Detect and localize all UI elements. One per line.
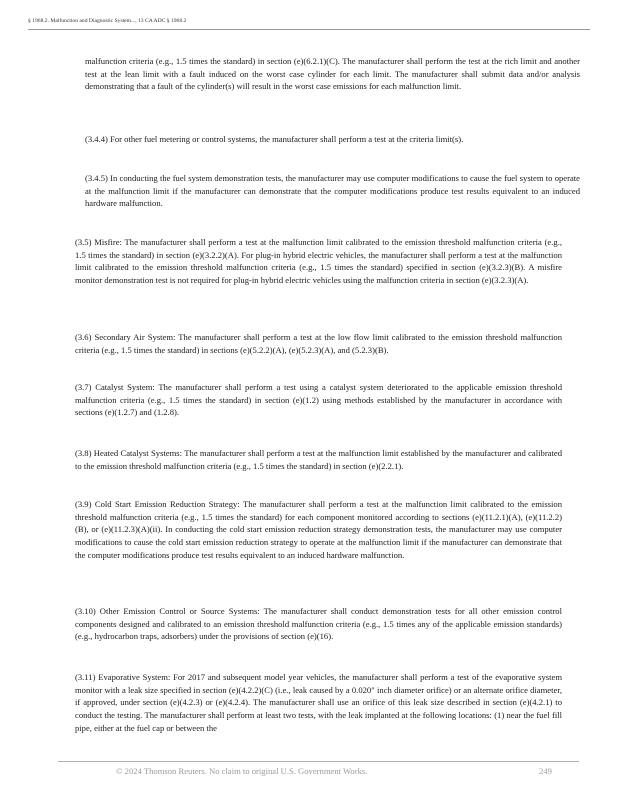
paragraph-3-7-catalyst: (3.7) Catalyst System: The manufacturer shall perform a test using a catalyst system deteriorated to the applicable emission threshold malfunction criteria (e.g., 1.5 times the standard) in section (e)(1.2) using methods established by the manufacturer in accordance with sections (e)(1.2.7) and (1.2.8). — [75, 382, 562, 418]
paragraph-3-8-heated-catalyst: (3.8) Heated Catalyst Systems: The manufacturer shall perform a test at the malfunction limit established by the manufacturer and calibrated to the emission threshold malfunction criteria (e.g., 1.5 times the standard) in section (e)(2.2.1). — [75, 448, 562, 471]
paragraph-fuel-system-limits: malfunction criteria (e.g., 1.5 times the standard) in section (e)(6.2.1)(C). The manufacturer shall perform the test at the rich limit and another test at the lean limit with a fault induced on the worst case cylinder for each limit. The manufacturer shall submit data and/or analysis demonstrating that a fault of the cylinder(s) will result in the worst case emissions for each malfunction limit. — [85, 56, 580, 92]
paragraph-3-9-cold-start: (3.9) Cold Start Emission Reduction Strategy: The manufacturer shall perform a test at the malfunction limit calibrated to the emission threshold malfunction criteria (e.g., 1.5 times the standard) for each component monitored according to sections (e)(11.2.1)(A), (e)(11.2.2)(B), or (e)(11.2.3)(A)(ii). In conducting the cold start emission reduction strategy demonstration tests, the manufacturer may use computer modifications to cause the cold start emission reduction strategy to operate at the malfunction limit if the manufacturer can demonstrate that the computer modifications produce test results equivalent to an induced hardware malfunction. — [75, 499, 562, 560]
paragraph-3-5-misfire: (3.5) Misfire: The manufacturer shall perform a test at the malfunction limit calibrated to the emission threshold malfunction criteria (e.g., 1.5 times the standard) in section (e)(3.2.2)(A). For plug-in hybrid electric vehicles, the manufacturer shall perform a test at the malfunction limit calibrated to the emission threshold malfunction criteria (e.g., 1.5 times the standard) specified in section (e)(3.2.3)(B). A misfire monitor demonstration test is not required for plug-in hybrid electric vehicles using the malfunction criteria in section (e)(3.2.3)(A). — [75, 237, 562, 286]
footer-copyright: © 2024 Thomson Reuters. No claim to original U.S. Government Works. — [116, 766, 368, 776]
paragraph-3-4-5: (3.4.5) In conducting the fuel system demonstration tests, the manufacturer may use computer modifications to cause the fuel system to operate at the malfunction limit if the manufacturer can demonstrate that the computer modifications produce test results equivalent to an induced hardware malfunction. — [85, 173, 580, 209]
running-header: § 1968.2. Malfunction and Diagnostic System..., 13 CA ADC § 1968.2 — [28, 18, 590, 30]
paragraph-3-6-secondary-air: (3.6) Secondary Air System: The manufacturer shall perform a test at the low flow limit calibrated to the emission threshold malfunction criteria (e.g., 1.5 times the standard) in sections (e)(5.2.2)(A), (e)(5.2.3)(A), and (5.2.3)(B). — [75, 332, 562, 355]
page-number: 249 — [539, 766, 552, 776]
paragraph-3-10-other-systems: (3.10) Other Emission Control or Source Systems: The manufacturer shall conduct demonstration tests for all other emission control components designed and calibrated to an emission threshold malfunction criteria (e.g., 1.5 times any of the applicable emission standards) (e.g., hydrocarbon traps, adsorbers) under the provisions of section (e)(16). — [75, 606, 562, 642]
footer-divider — [58, 761, 579, 762]
paragraph-3-4-4: (3.4.4) For other fuel metering or control systems, the manufacturer shall perform a test at the criteria limit(s). — [85, 134, 464, 144]
paragraph-3-11-evaporative: (3.11) Evaporative System: For 2017 and subsequent model year vehicles, the manufacturer shall perform a test of the evaporative system monitor with a leak size specified in section (e)(4.2.2)(C) (i.e., leak caused by a 0.020″ inch diameter orifice) or an alternate orifice diameter, if approved, under section (e)(4.2.3) or (e)(4.2.4). The manufacturer shall use an orifice of this leak size described in section (e)(4.2.1) to conduct the testing. The manufacturer shall perform at least two tests, with the leak implanted at the following locations: (1) near the fuel fill pipe, either at the fuel cap or between the — [75, 672, 562, 733]
